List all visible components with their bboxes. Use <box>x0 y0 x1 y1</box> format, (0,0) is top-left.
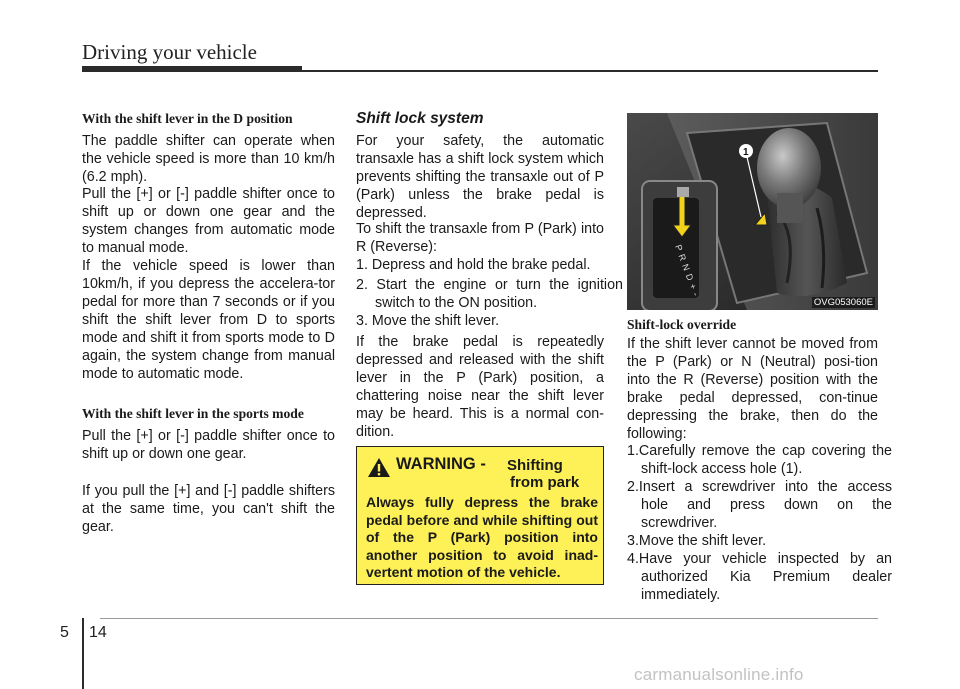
page-header-title: Driving your vehicle <box>82 40 257 64</box>
footer-rule-vertical <box>82 618 84 689</box>
warning-body: Always fully depress the brake pedal before and while shifting out of the P (Park) position into another position to avoid inad-vertent motion of the vehicle. <box>366 494 598 580</box>
subheading-shift-lock-override: Shift-lock override <box>627 317 737 332</box>
paragraph: Pull the [+] or [-] paddle shifter once to shift up or down one gear and the system changes from automatic mode to manual mode. <box>82 186 335 256</box>
list-item: 3.Move the shift lever. <box>627 533 767 549</box>
paragraph: If the brake pedal is repeatedly depressed and released with the shift lever in the P (Park) position, a chattering noise near the shift lever may be heard. This is a normal con-dition. <box>356 334 604 440</box>
warning-subtitle <box>507 457 579 491</box>
image-code: OVG053060E <box>813 297 873 308</box>
shift-lever-photo <box>627 113 878 310</box>
paragraph: If you pull the [+] and [-] paddle shifters at the same time, you can't shift the gear. <box>82 483 335 535</box>
chapter-number: 5 <box>60 624 69 641</box>
warning-label: WARNING - <box>396 455 486 473</box>
gate-letters: PRND+- <box>673 243 701 298</box>
header-rule-thick <box>82 66 302 72</box>
footer-rule-horizontal <box>100 618 878 619</box>
paragraph: To shift the transaxle from P (Park) into R (Reverse): <box>356 221 604 255</box>
warning-triangle-icon <box>367 457 391 478</box>
paragraph: For your safety, the automatic transaxle has a shift lock system which prevents shifting the transaxle out of P (Park) unless the brake pedal is depressed. <box>356 133 604 221</box>
list-item: 3. Move the shift lever. <box>356 313 500 329</box>
list-item: 1. Depress and hold the brake pedal. <box>356 257 591 273</box>
paragraph: The paddle shifter can operate when the vehicle speed is more than 10 km/h (6.2 mph). <box>82 133 335 185</box>
page-number: 14 <box>89 624 107 641</box>
section-heading-shift-lock: Shift lock system <box>356 110 484 127</box>
list-item: 4.Have your vehicle inspected by an authorized Kia Premium dealer immediately. <box>627 551 892 603</box>
paragraph: If the vehicle speed is lower than 10km/h, if you depress the accelera-tor pedal for more than 7 seconds or if you shift the shift lever from D to sports mode and shift it from sports mode to D again, the system change from manual mode to automatic mode. <box>82 258 335 382</box>
shift-lever-illustration <box>627 113 878 310</box>
paragraph: Pull the [+] or [-] paddle shifter once to shift up or down one gear. <box>82 428 335 462</box>
list-item: 1.Carefully remove the cap covering the shift-lock access hole (1). <box>627 443 892 477</box>
warning-subtitle-line2: from park <box>510 474 580 491</box>
header-rule-thin <box>302 70 878 72</box>
watermark-text: carmanualsonline.info <box>634 665 804 684</box>
subheading-sports-mode: With the shift lever in the sports mode <box>82 406 304 421</box>
paragraph: If the shift lever cannot be moved from the P (Park) or N (Neutral) posi-tion into the R (Reverse) position with the brake pedal depressed, con-tinue depressing the brake, then do the following: <box>627 336 878 442</box>
warning-subtitle-line1: Shifting <box>507 457 563 474</box>
list-item: 2.Insert a screwdriver into the access hole and press down on the screwdriver. <box>627 479 892 531</box>
subheading-d-position: With the shift lever in the D position <box>82 111 293 126</box>
callout-number: 1 <box>743 147 749 158</box>
warning-box <box>356 446 604 585</box>
list-item: 2. Start the engine or turn the ignition switch to the ON position. <box>356 277 623 311</box>
